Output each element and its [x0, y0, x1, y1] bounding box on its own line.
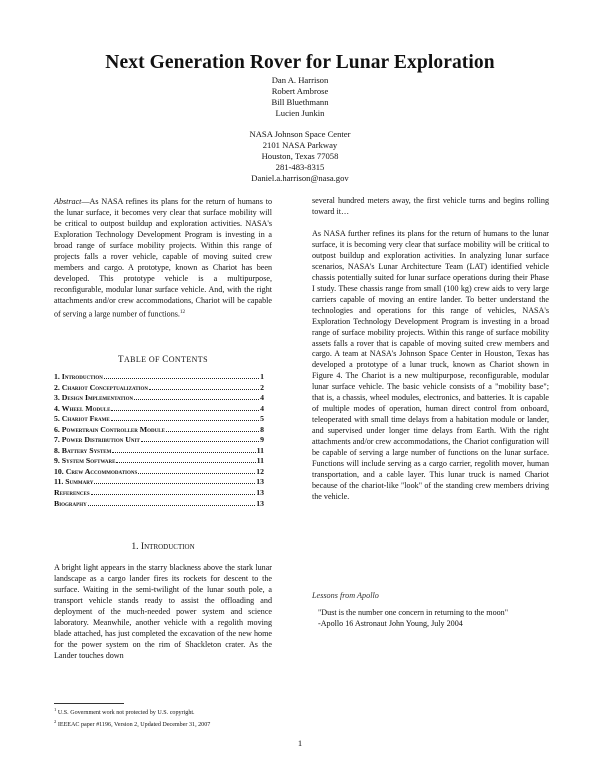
author-name: Lucien Junkin — [275, 107, 325, 118]
toc-entry[interactable]: 10. Crew Accommodations 12 — [54, 466, 264, 476]
author-name: Robert Ambrose — [271, 85, 329, 96]
author-name: Dan A. Harrison — [271, 75, 329, 85]
affiliation-email: Daniel.a.harrison@nasa.gov — [251, 173, 349, 184]
toc-heading: TABLE OF CONTENTS — [118, 354, 208, 364]
lessons-heading: Lessons from Apollo — [312, 591, 379, 600]
abstract-footnote-refs: 12 — [179, 308, 186, 315]
apollo-quote — [318, 608, 558, 630]
toc-entry[interactable]: Biography 13 — [54, 498, 264, 508]
page-number: 1 — [297, 738, 303, 748]
introduction-paragraph: A bright light appears in the starry blackness above the stark lunar landscape as a cargo lander fires its rockets for descent to the surface. Waiting in the semi-twilight of the lunar south pole, a transport vehicle stands ready to assist the offloading and deployment of the much-needed power system and science laboratory. Meanwhile, another vehicle with a regolith moving blade attached, has just completed the excavation of the new home for the power system on the rim of Shackleton crater. As the Lander touches down — [54, 563, 272, 660]
abstract-label: Abstract — [54, 197, 82, 206]
toc-entry[interactable]: 6. Powertrain Controller Module 8 — [54, 424, 264, 434]
author-list — [0, 75, 600, 119]
footnotes — [54, 706, 354, 730]
toc-entry[interactable]: 8. Battery System 11 — [54, 445, 264, 455]
footnote-divider — [54, 703, 124, 704]
toc-entry[interactable]: 3. Design Implementation 4 — [54, 393, 264, 403]
introduction-paragraph-2: As NASA further refines its plans for the return of humans to the lunar surface, it is becoming very clear that surface mobility will be critical to outpost buildup and exploration activities. In analyzing lunar surface scenarios, NASA's Lunar Architecture Team (LAT) identified vehicle chassis potentially suited for lunar surface operations during their Phase I study. These chassis range from small (100 kg) crew aids to very large carriers capable of moving an entire lander. To better understand the technologies and operations for this range of vehicles, NASA's Exploration Technology Development Program is investing in a broad range of surface mobility projects. Within this range of surface mobility assets falls a rover that is capable of moving suited crew members and cargo. A team at NASA's Johnson Space Center in Houston, Texas has developed a prototype of a lunar truck, known as Chariot shown in Figure 4. The Chariot is a new multipurpose, reconfigurable, modular lunar surface vehicle. The basic vehicle consists of a "mobility base"; that is, a chassis, wheel modules, electronics, and batteries. It is capable of multiple modes of operation, human direct control from onboard, teleoperated with small time delays from a habitation module or lander, and supervised under longer time delays from Earth. With the right attachments and/or crew accommodations, the Chariot configuration will be capable of serving a large number of functions on the lunar surface. Functions will include serving as a cargo carrier, regolith mover, human transportation, and a cable layer. This lunar truck is named Chariot because of the chariot-like "look" of the standing crew members driving the vehicle. — [312, 229, 549, 501]
section-heading: 1. Introduction — [131, 541, 195, 552]
affiliation-line: 281-483-8315 — [275, 162, 325, 173]
affiliation-block — [0, 129, 600, 184]
abstract-text: —As NASA refines its plans for the return of humans to the lunar surface, it becomes very clear that surface mobility will be critical to outpost buildup and exploration activities. NASA's Exploration Technology Development Program is investing in a broad range of surface mobility projects. Within this range of projects falls a rover vehicle, capable of moving suited crew members and cargo. A prototype, known as Chariot has been developed. This prototype vehicle is a multipurpose, reconfigurable, modular lunar surface vehicle. And, with the right attachments and/or crew accommodations, Chariot will be capable of serving a large number of functions. — [54, 197, 272, 319]
toc-entry[interactable]: References 13 — [54, 488, 264, 498]
toc-entry[interactable]: 7. Power Distribution Unit 9 — [54, 435, 264, 445]
toc-entry[interactable]: 11. Summary 13 — [54, 477, 264, 487]
author-name: Bill Bluethmann — [271, 96, 329, 107]
table-of-contents — [54, 372, 264, 509]
abstract — [54, 197, 272, 320]
toc-entry[interactable]: 5. Chariot Frame 5 — [54, 414, 264, 424]
toc-entry[interactable]: 2. Chariot Conceptualization 2 — [54, 382, 264, 392]
footnote: $^2$ IEEEAC paper #1196, Version 2, Updated December 31, 2007 — [54, 718, 211, 728]
toc-entry[interactable]: 4. Wheel Module 4 — [54, 403, 264, 413]
affiliation-line: 2101 NASA Parkway — [262, 140, 338, 151]
footnote: $^1$ U.S. Government work not protected by U.S. copyright. — [54, 707, 195, 717]
toc-entry[interactable]: 1. Introduction 1 — [54, 372, 264, 381]
affiliation-line: Houston, Texas 77058 — [261, 151, 339, 162]
affiliation-line: NASA Johnson Space Center — [249, 129, 351, 139]
paper-title: Next Generation Rover for Lunar Exploration — [105, 52, 495, 73]
introduction-continuation: several hundred meters away, the first vehicle turns and begins rolling toward it… — [312, 196, 549, 216]
quote-text: "Dust is the number one concern in returning to the moon" — [318, 608, 509, 617]
quote-attribution: -Apollo 16 Astronaut John Young, July 2004 — [318, 618, 463, 628]
toc-entry[interactable]: 9. System Software 11 — [54, 456, 264, 466]
